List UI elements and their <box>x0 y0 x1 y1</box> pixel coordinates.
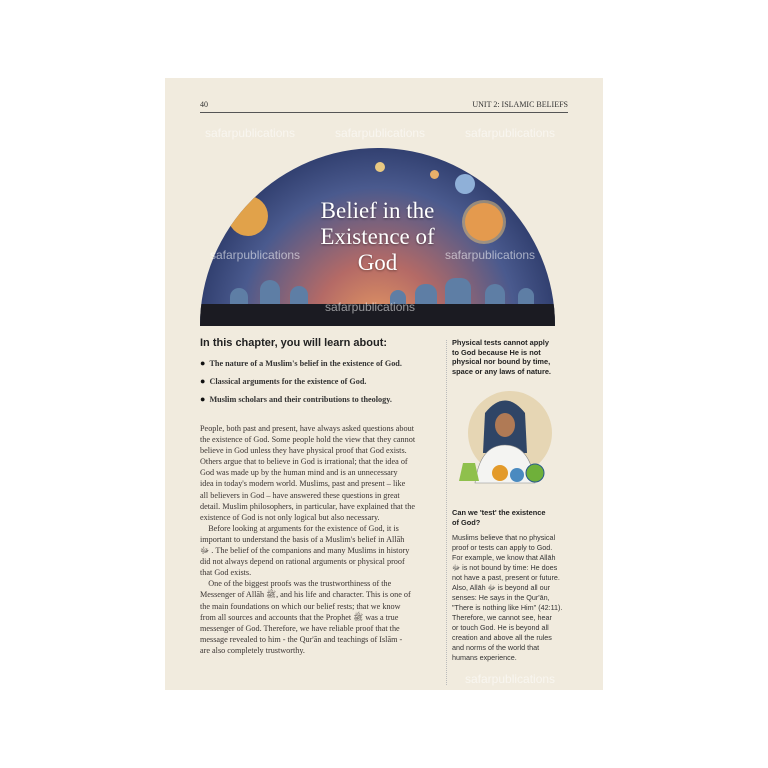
scientist-illustration <box>455 383 555 488</box>
text-line: from all sources and accounts that the Prophet ﷺ was a true <box>200 612 399 622</box>
intro-bullet: ● Classical arguments for the existence of God. <box>200 376 366 386</box>
planet-icon <box>455 174 475 194</box>
watermark: safarpublications <box>465 672 556 686</box>
text-line: did not always depend on rational arguments or physical proof <box>200 557 405 567</box>
watermark: safarpublications <box>465 126 556 140</box>
text-line: believe in God unless they have physical proof that God exists. <box>200 446 407 456</box>
intro-bullet: ● The nature of a Muslim's belief in the existence of God. <box>200 358 402 368</box>
text-line: ﷻ . The belief of the companions and many Muslims in history <box>200 546 410 556</box>
chapter-title <box>200 198 555 276</box>
sidebar-question <box>452 508 592 527</box>
text-line: idea in today's modern world. Muslims, past and present – like <box>200 479 406 489</box>
text-line: ﷻ is not bound by time: He does <box>452 563 558 572</box>
callout-line: physical nor bound by time, <box>452 357 551 367</box>
unit-label: UNIT 2: ISLAMIC BELIEFS <box>472 100 568 109</box>
text-line: are also completely trustworthy. <box>200 645 305 655</box>
text-line: Others argue that to believe in God is irrational; that the idea of <box>200 457 408 467</box>
text-line: Messenger of Allāh ﷺ, and his life and character. This is one of <box>200 590 411 600</box>
text-line: that God exists. <box>200 568 252 578</box>
intro-bullet: ● Muslim scholars and their contributions to theology. <box>200 394 392 404</box>
text-line: People, both past and present, have always asked questions about <box>200 424 414 433</box>
page-number: 40 <box>200 100 208 109</box>
intro-heading: In this chapter, you will learn about: <box>200 337 388 349</box>
text-line: Muslims believe that no physical <box>452 533 556 542</box>
text-line: God was made up by the human mind and is an unnecessary <box>200 468 398 478</box>
text-line: existence of God is not only logical but also necessary. <box>200 512 380 522</box>
sidebar-body <box>452 533 597 663</box>
column-divider <box>446 340 447 685</box>
text-line: message revealed to him - the Qur'ān and teachings of Islām - <box>200 634 403 644</box>
watermark: safarpublications <box>445 248 536 262</box>
sidebar-callout <box>452 338 592 376</box>
header-rule <box>200 112 568 113</box>
text-line: "There is nothing like Him" (42:11). <box>452 603 563 612</box>
text-line: proof or tests can apply to God. <box>452 543 553 552</box>
text-line: detail. Muslim philosophers, in particular, have explained that the <box>200 501 415 511</box>
body-text <box>200 423 442 656</box>
text-line: humans experience. <box>452 653 517 662</box>
planet-icon <box>430 170 439 179</box>
callout-line: space or any laws of nature. <box>452 366 551 376</box>
text-line: Therefore, we cannot see, hear <box>452 613 552 622</box>
text-line: Before looking at arguments for the existence of God, it is <box>200 523 399 533</box>
text-line: and norms of the world that <box>452 643 540 652</box>
text-line: important to understand the basis of a Muslim's belief in Allāh <box>200 534 405 544</box>
text-line: the existence of God. Some people hold the view that they cannot <box>200 435 416 445</box>
watermark: safarpublications <box>325 300 416 314</box>
watermark: safarpublications <box>335 126 426 140</box>
book-page <box>165 78 603 690</box>
watermark: safarpublications <box>205 126 296 140</box>
chapter-title-line: God <box>357 250 398 275</box>
text-line: Also, Allāh ﷻ is beyond all our <box>452 583 551 592</box>
callout-line: Physical tests cannot apply <box>452 338 549 347</box>
chapter-title-line: Belief in the <box>320 198 435 223</box>
question-line: Can we 'test' the existence <box>452 508 546 517</box>
text-line: not have a past, present or future. <box>452 573 560 582</box>
watermark: safarpublications <box>210 248 301 262</box>
text-line: messenger of God. Therefore, we have reliable proof that the <box>200 623 400 633</box>
text-line: all believers in God – have answered these questions in great <box>200 490 400 500</box>
text-line: senses: He says in the Qur'ān, <box>452 593 550 602</box>
question-line: of God? <box>452 517 481 527</box>
text-line: or touch God. He is beyond all <box>452 623 549 632</box>
chapter-title-line: Existence of <box>320 224 435 249</box>
callout-line: to God because He is not <box>452 347 541 357</box>
text-line: creation and above all the rules <box>452 633 552 642</box>
text-line: One of the biggest proofs was the trustworthiness of the <box>200 579 392 589</box>
text-line: the main foundations on which our belief rests; that we know <box>200 601 401 611</box>
text-line: For example, we know that Allāh <box>452 553 556 562</box>
planet-icon <box>375 162 385 172</box>
